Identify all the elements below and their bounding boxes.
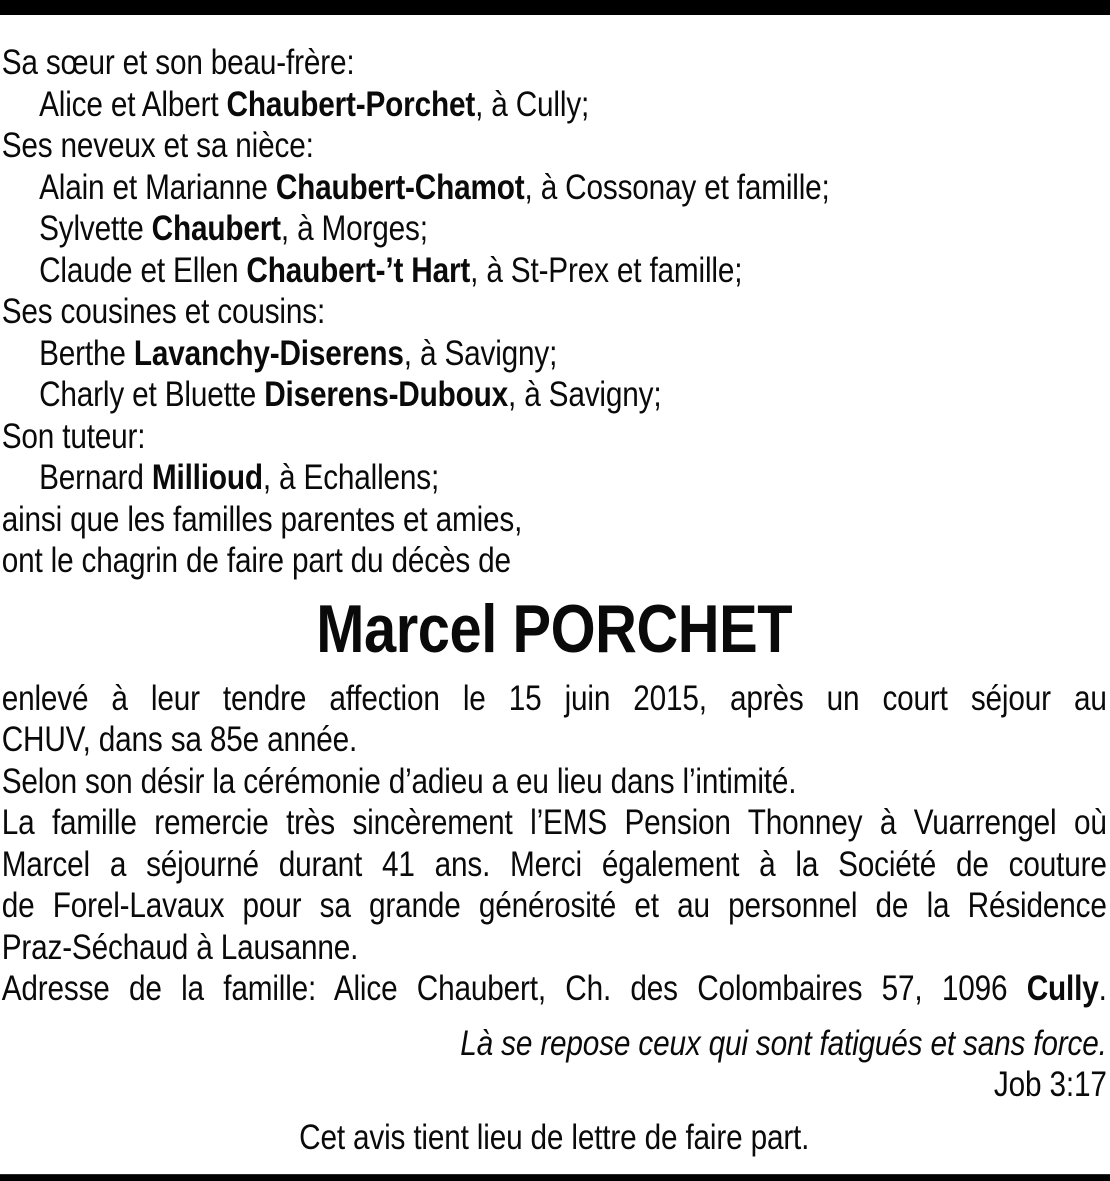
text-segment: Ses cousines et cousins: <box>1 292 326 331</box>
family-name: Chaubert-Porchet <box>226 84 476 124</box>
family-name: Cully <box>1026 969 1099 1008</box>
text-segment: Alain et Marianne <box>39 167 276 207</box>
top-rule <box>0 0 1110 15</box>
notice-content <box>0 15 1110 1158</box>
body-lines <box>2 678 1107 1010</box>
text-segment: Praz-Séchaud à Lausanne. <box>1 927 359 967</box>
text-segment: Bernard <box>39 458 152 497</box>
text-segment: Sa sœur et son beau-frère: <box>1 43 355 82</box>
text-segment: Berthe <box>39 333 134 373</box>
bible-quote-reference: Job 3:17 <box>993 1065 1107 1104</box>
text-line <box>2 540 1107 582</box>
closing-line: Cet avis tient lieu de lettre de faire part. <box>299 1117 810 1157</box>
intro-lines <box>2 42 1107 582</box>
text-segment: Selon son désir la cérémonie d’adieu a eu lieu dans l’intimité. <box>1 761 797 801</box>
text-line <box>2 802 1107 844</box>
text-line <box>2 761 1107 803</box>
text-line <box>2 208 1107 250</box>
text-line <box>2 291 1107 333</box>
text-segment: de Forel-Lavaux pour sa grande générosité et au personnel de la Résidence <box>1 886 1107 925</box>
text-segment: Alice et Albert <box>39 84 227 124</box>
text-segment: Adresse de la famille: Alice Chaubert, Ch. des Colombaires 57, 1096 <box>1 969 1027 1008</box>
text-line <box>2 844 1107 886</box>
text-line <box>2 84 1107 126</box>
text-segment: enlevé à leur tendre affection le 15 juin 2015, après un court séjour au <box>1 678 1107 718</box>
text-segment: CHUV, dans sa 85e année. <box>1 720 358 759</box>
family-name: Millioud <box>151 458 263 497</box>
text-line <box>2 416 1107 458</box>
text-segment: Charly et Bluette <box>39 375 265 414</box>
text-line <box>2 499 1107 541</box>
text-line <box>2 374 1107 416</box>
family-name: Chaubert-’t Hart <box>246 250 471 290</box>
text-line <box>2 333 1107 375</box>
text-line <box>2 678 1107 720</box>
family-name: Chaubert <box>151 209 281 248</box>
text-segment: , à Savigny; <box>403 333 558 373</box>
text-segment: , à Echallens; <box>262 458 440 497</box>
family-name: Diserens-Duboux <box>264 375 509 414</box>
text-line <box>2 885 1107 927</box>
text-line <box>2 250 1107 292</box>
text-segment: , à Savigny; <box>508 375 662 414</box>
text-segment: Claude et Ellen <box>39 250 247 290</box>
family-name: Chaubert-Chamot <box>275 167 525 207</box>
text-line <box>2 167 1107 209</box>
text-segment: Ses neveux et sa nièce: <box>1 126 314 165</box>
text-segment: Sylvette <box>39 209 152 248</box>
text-line <box>2 719 1107 761</box>
text-segment: ont le chagrin de faire part du décès de <box>1 541 511 580</box>
bottom-rule <box>0 1174 1110 1181</box>
text-segment: Son tuteur: <box>1 416 146 456</box>
text-segment: ainsi que les familles parentes et amies, <box>1 499 523 539</box>
bible-quote: Là se repose ceux qui sont fatigués et sans force. <box>460 1023 1107 1063</box>
text-segment: , à Cossonay et famille; <box>524 167 830 207</box>
text-segment: , à Cully; <box>475 84 590 124</box>
text-segment: . <box>1098 969 1107 1008</box>
text-segment: Marcel a séjourné durant 41 ans. Merci également à la Société de couture <box>1 844 1107 884</box>
text-line <box>2 968 1107 1010</box>
text-line <box>2 42 1107 84</box>
text-segment: , à St-Prex et famille; <box>470 250 743 290</box>
family-name: Lavanchy-Diserens <box>133 333 404 373</box>
text-line <box>2 125 1107 167</box>
text-segment: , à Morges; <box>280 209 428 248</box>
text-segment: La famille remercie très sincèrement l’EMS Pension Thonney à Vuarrengel où <box>1 803 1107 842</box>
deceased-name: Marcel PORCHET <box>316 590 793 667</box>
text-line <box>2 457 1107 499</box>
text-line <box>2 927 1107 969</box>
